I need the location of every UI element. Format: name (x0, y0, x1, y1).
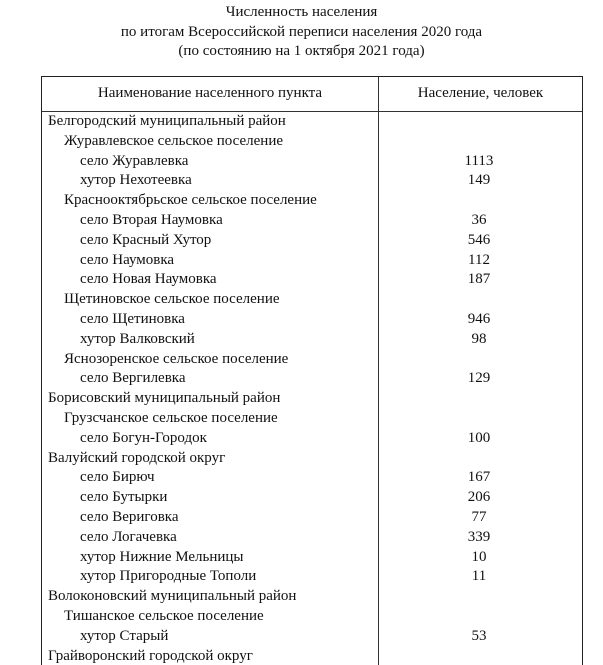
district-row (42, 587, 582, 607)
population-value: 946 (467, 310, 491, 327)
settlement-name: село Красный Хутор (80, 231, 212, 248)
settlement-name: хутор Пригородные Тополи (80, 568, 257, 585)
settlement-name: Журавлевское сельское поселение (64, 132, 284, 149)
population-value: 112 (468, 251, 490, 268)
locality-row (42, 251, 582, 271)
settlement-name: Белгородский муниципальный район (48, 113, 286, 129)
population-value: 53 (471, 627, 487, 644)
settlement-name: село Вергилевка (80, 370, 186, 387)
settlement-name: село Журавлевка (80, 152, 189, 169)
settlement-name: хутор Валковский (80, 330, 195, 347)
settlement-name: село Богун-Городок (80, 429, 207, 446)
document-title (0, 3, 603, 62)
locality-row (42, 567, 582, 587)
settlement-name: Щетиновское сельское поселение (64, 291, 280, 308)
locality-row (42, 231, 582, 251)
locality-row (42, 548, 582, 568)
locality-row (42, 211, 582, 231)
district-row (42, 449, 582, 469)
population-value: 149 (467, 172, 491, 189)
locality-row (42, 488, 582, 508)
settlement-name: Тишанское сельское поселение (64, 607, 264, 624)
settlement-name: село Новая Наумовка (80, 271, 217, 288)
locality-row (42, 330, 582, 350)
population-value: 10 (471, 548, 487, 565)
table-body (42, 112, 582, 665)
population-value: 98 (471, 330, 487, 347)
settlement-name: Валуйский городской округ (48, 449, 226, 466)
locality-row (42, 310, 582, 330)
population-table (41, 76, 583, 665)
locality-row (42, 270, 582, 290)
settlement-name: село Логачевка (80, 528, 177, 545)
settlement-group-row (42, 350, 582, 370)
table-header (42, 77, 582, 112)
settlement-name: Яснозоренское сельское поселение (64, 350, 289, 367)
settlement-name: село Вериговка (80, 508, 179, 525)
district-row (42, 389, 582, 409)
title-line-3: (по состоянию на 1 октября 2021 года) (178, 43, 425, 59)
settlement-name: Краснооктябрьское сельское поселение (64, 192, 317, 209)
settlement-group-row (42, 191, 582, 211)
settlement-group-row (42, 290, 582, 310)
locality-row (42, 508, 582, 528)
locality-row (42, 369, 582, 389)
locality-row (42, 528, 582, 548)
settlement-name: хутор Нехотеевка (80, 172, 192, 189)
settlement-group-row (42, 132, 582, 152)
settlement-name: село Бутырки (80, 489, 168, 506)
population-value: 129 (467, 370, 491, 387)
title-line-2: по итогам Всероссийской переписи населения 2020 года (120, 23, 483, 40)
header-population: Население, человек (417, 85, 544, 101)
settlement-group-row (42, 607, 582, 627)
district-row (42, 647, 582, 665)
settlement-name: хутор Нижние Мельницы (80, 548, 244, 565)
title-line-1: Численность населения (225, 4, 378, 20)
settlement-name: село Вторая Наумовка (80, 211, 223, 228)
settlement-name: Грузсчанское сельское поселение (64, 409, 278, 426)
settlement-group-row (42, 409, 582, 429)
population-value: 77 (471, 508, 487, 525)
locality-row (42, 152, 582, 172)
settlement-name: Борисовский муниципальный район (48, 390, 281, 407)
settlement-name: село Щетиновка (80, 310, 185, 327)
settlement-name: Волоконовский муниципальный район (48, 588, 297, 605)
population-value: 546 (467, 231, 491, 248)
settlement-name: село Наумовка (80, 251, 175, 268)
population-value: 187 (467, 271, 491, 288)
settlement-name: хутор Старый (80, 627, 169, 644)
population-value: 36 (471, 211, 487, 228)
population-value: 206 (467, 489, 491, 506)
district-row (42, 112, 582, 132)
locality-row (42, 171, 582, 191)
population-value: 339 (467, 528, 491, 545)
settlement-name: Грайворонский городской округ (48, 647, 253, 664)
locality-row (42, 468, 582, 488)
settlement-name: село Бирюч (80, 469, 155, 486)
locality-row (42, 429, 582, 449)
population-value: 100 (467, 429, 491, 446)
population-value: 167 (467, 469, 491, 486)
locality-row (42, 627, 582, 647)
header-settlement-name: Наименование населенного пункта (97, 85, 323, 101)
population-value: 1113 (464, 152, 494, 169)
population-value: 11 (471, 568, 487, 585)
